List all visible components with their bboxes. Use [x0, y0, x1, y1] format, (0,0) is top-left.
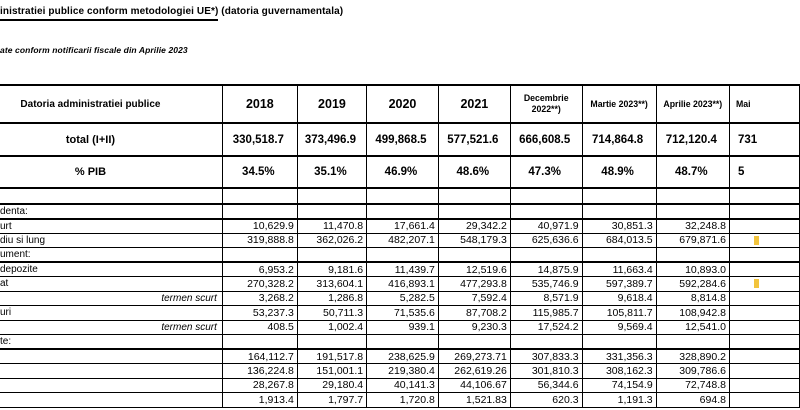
table-cell: 74,154.9	[582, 378, 656, 393]
table-row-urt	[0, 219, 800, 234]
document-title-underlined: inistratiei publice conform metodologiei UE*)	[0, 6, 218, 21]
table-cell	[438, 335, 510, 350]
table-cell: 9,569.4	[582, 320, 656, 335]
table-cell	[729, 393, 799, 408]
table-cell: 34.5%	[222, 156, 297, 188]
table-cell	[510, 188, 582, 204]
table-row-pib	[0, 156, 800, 188]
table-cell: 71,535.6	[367, 306, 439, 321]
row-label: diu si lung	[0, 233, 222, 248]
table-cell: 8,814.8	[656, 291, 729, 306]
table-cell: 238,625.9	[367, 349, 439, 364]
table-cell	[729, 277, 799, 292]
table-cell	[656, 335, 729, 350]
table-cell	[656, 204, 729, 219]
corner-header: Datoria administratiei publice	[0, 85, 222, 123]
table-cell: 29,342.2	[438, 219, 510, 234]
table-cell: 477,293.8	[438, 277, 510, 292]
public-debt-table-container	[0, 84, 800, 410]
table-cell	[729, 306, 799, 321]
table-cell	[582, 204, 656, 219]
table-cell	[729, 349, 799, 364]
table-cell	[729, 188, 799, 204]
table-cell	[367, 188, 439, 204]
table-cell	[656, 188, 729, 204]
table-cell: 48.6%	[438, 156, 510, 188]
table-cell: 577,521.6	[438, 123, 510, 156]
table-cell: 44,106.67	[438, 378, 510, 393]
row-label: denta:	[0, 204, 222, 219]
table-cell: 40,971.9	[510, 219, 582, 234]
column-header-aprilie-2023: Aprilie 2023**)	[656, 85, 729, 123]
table-cell: 12,541.0	[656, 320, 729, 335]
table-cell: 5	[729, 156, 799, 188]
table-cell: 1,913.4	[222, 393, 297, 408]
table-cell	[297, 335, 366, 350]
table-row-2	[0, 188, 800, 204]
table-cell: 270,328.2	[222, 277, 297, 292]
table-cell: 679,871.6	[656, 233, 729, 248]
column-header-2020: 2020	[367, 85, 439, 123]
table-row-diu-si-lung	[0, 233, 800, 248]
table-cell: 5,282.5	[367, 291, 439, 306]
table-cell: 40,141.3	[367, 378, 439, 393]
table-cell: 694.8	[656, 393, 729, 408]
table-cell: 10,893.0	[656, 262, 729, 277]
table-cell: 35.1%	[297, 156, 366, 188]
row-label: total (I+II)	[0, 123, 222, 156]
table-cell: 50,711.3	[297, 306, 366, 321]
table-cell	[222, 188, 297, 204]
table-row-uri	[0, 306, 800, 321]
table-cell: 592,284.6	[656, 277, 729, 292]
table-cell	[297, 248, 366, 263]
table-cell: 108,942.8	[656, 306, 729, 321]
table-cell: 48.9%	[582, 156, 656, 188]
row-label: depozite	[0, 262, 222, 277]
table-cell: 9,230.3	[438, 320, 510, 335]
table-row-termen-scurt	[0, 320, 800, 335]
table-cell: 1,521.83	[438, 393, 510, 408]
table-cell: 331,356.3	[582, 349, 656, 364]
column-header-2021: 2021	[438, 85, 510, 123]
table-cell: 714,864.8	[582, 123, 656, 156]
table-cell	[367, 335, 439, 350]
table-row-13	[0, 349, 800, 364]
table-cell: 308,162.3	[582, 364, 656, 379]
table-cell: 17,524.2	[510, 320, 582, 335]
table-header-row	[0, 85, 800, 123]
table-cell: 11,470.8	[297, 219, 366, 234]
table-cell: 6,953.2	[222, 262, 297, 277]
row-label	[0, 364, 222, 379]
table-cell: 408.5	[222, 320, 297, 335]
table-cell: 30,851.3	[582, 219, 656, 234]
table-cell	[729, 262, 799, 277]
table-cell: 328,890.2	[656, 349, 729, 364]
table-cell: 731	[729, 123, 799, 156]
table-cell: 9,181.6	[297, 262, 366, 277]
table-cell: 17,661.4	[367, 219, 439, 234]
table-cell	[729, 248, 799, 263]
table-cell	[297, 188, 366, 204]
table-cell: 9,618.4	[582, 291, 656, 306]
row-label: at	[0, 277, 222, 292]
table-cell: 1,286.8	[297, 291, 366, 306]
table-cell	[438, 248, 510, 263]
table-cell: 1,797.7	[297, 393, 366, 408]
table-cell	[438, 188, 510, 204]
table-cell: 301,810.3	[510, 364, 582, 379]
table-row-14	[0, 364, 800, 379]
table-cell: 309,786.6	[656, 364, 729, 379]
table-cell	[729, 204, 799, 219]
table-cell: 47.3%	[510, 156, 582, 188]
table-row-termen-scurt	[0, 291, 800, 306]
table-cell	[510, 204, 582, 219]
table-row-total-i-ii	[0, 123, 800, 156]
table-cell	[222, 248, 297, 263]
public-debt-table	[0, 84, 800, 408]
row-label: te:	[0, 335, 222, 350]
table-cell: 28,267.8	[222, 378, 297, 393]
table-cell: 597,389.7	[582, 277, 656, 292]
row-label	[0, 393, 222, 408]
table-cell: 313,604.1	[297, 277, 366, 292]
column-header-2019: 2019	[297, 85, 366, 123]
table-cell: 330,518.7	[222, 123, 297, 156]
table-cell: 712,120.4	[656, 123, 729, 156]
table-row-16	[0, 393, 800, 408]
table-cell	[438, 204, 510, 219]
table-row-ument	[0, 248, 800, 263]
table-cell: 362,026.2	[297, 233, 366, 248]
table-row-te	[0, 335, 800, 350]
table-cell: 164,112.7	[222, 349, 297, 364]
table-row-15	[0, 378, 800, 393]
table-cell: 1,002.4	[297, 320, 366, 335]
table-cell: 307,833.3	[510, 349, 582, 364]
column-header-2018: 2018	[222, 85, 297, 123]
table-cell: 136,224.8	[222, 364, 297, 379]
table-cell: 262,619.26	[438, 364, 510, 379]
table-cell: 625,636.6	[510, 233, 582, 248]
table-row-depozite	[0, 262, 800, 277]
table-cell: 548,179.3	[438, 233, 510, 248]
table-cell	[582, 335, 656, 350]
table-cell: 7,592.4	[438, 291, 510, 306]
table-cell: 53,237.3	[222, 306, 297, 321]
table-cell	[729, 233, 799, 248]
table-cell: 11,439.7	[367, 262, 439, 277]
row-label: urt	[0, 219, 222, 234]
table-cell: 8,571.9	[510, 291, 582, 306]
row-label: % PIB	[0, 156, 222, 188]
table-cell	[729, 364, 799, 379]
table-cell	[729, 291, 799, 306]
table-cell: 666,608.5	[510, 123, 582, 156]
table-cell: 46.9%	[367, 156, 439, 188]
column-header-mai: Mai	[729, 85, 799, 123]
table-cell: 56,344.6	[510, 378, 582, 393]
table-cell: 87,708.2	[438, 306, 510, 321]
table-cell: 29,180.4	[297, 378, 366, 393]
table-cell: 12,519.6	[438, 262, 510, 277]
table-row-at	[0, 277, 800, 292]
table-cell: 48.7%	[656, 156, 729, 188]
table-cell: 319,888.8	[222, 233, 297, 248]
table-row-denta	[0, 204, 800, 219]
table-cell	[222, 335, 297, 350]
table-cell	[656, 248, 729, 263]
table-cell	[729, 378, 799, 393]
table-cell	[729, 320, 799, 335]
table-cell: 1,191.3	[582, 393, 656, 408]
row-label: termen scurt	[0, 320, 222, 335]
table-cell	[297, 204, 366, 219]
document-title-rest: (datoria guvernamentala)	[218, 6, 344, 17]
table-cell: 105,811.7	[582, 306, 656, 321]
table-cell: 416,893.1	[367, 277, 439, 292]
table-cell: 373,496.9	[297, 123, 366, 156]
table-cell: 684,013.5	[582, 233, 656, 248]
highlight-mark	[754, 279, 759, 288]
highlight-mark	[754, 236, 759, 245]
table-cell: 14,875.9	[510, 262, 582, 277]
document-subtitle: ate conform notificarii fiscale din Aprilie 2023	[0, 45, 188, 55]
table-cell: 269,273.71	[438, 349, 510, 364]
table-cell	[510, 248, 582, 263]
table-cell	[729, 219, 799, 234]
table-cell: 939.1	[367, 320, 439, 335]
table-cell	[582, 188, 656, 204]
table-cell: 32,248.8	[656, 219, 729, 234]
document-title	[0, 6, 343, 17]
row-label	[0, 378, 222, 393]
table-cell: 620.3	[510, 393, 582, 408]
table-cell: 499,868.5	[367, 123, 439, 156]
row-label	[0, 349, 222, 364]
table-cell	[510, 335, 582, 350]
table-cell	[582, 248, 656, 263]
table-cell	[222, 204, 297, 219]
table-cell: 72,748.8	[656, 378, 729, 393]
table-cell	[367, 248, 439, 263]
table-cell: 115,985.7	[510, 306, 582, 321]
row-label: uri	[0, 306, 222, 321]
table-cell: 482,207.1	[367, 233, 439, 248]
row-label	[0, 188, 222, 204]
row-label: termen scurt	[0, 291, 222, 306]
table-cell: 535,746.9	[510, 277, 582, 292]
table-cell: 151,001.1	[297, 364, 366, 379]
column-header-decembrie-2022: Decembrie 2022**)	[510, 85, 582, 123]
row-label: ument:	[0, 248, 222, 263]
table-cell: 1,720.8	[367, 393, 439, 408]
table-cell: 3,268.2	[222, 291, 297, 306]
table-cell	[367, 204, 439, 219]
table-cell: 10,629.9	[222, 219, 297, 234]
column-header-martie-2023: Martie 2023**)	[582, 85, 656, 123]
table-cell	[729, 335, 799, 350]
table-cell: 11,663.4	[582, 262, 656, 277]
table-cell: 219,380.4	[367, 364, 439, 379]
table-cell: 191,517.8	[297, 349, 366, 364]
